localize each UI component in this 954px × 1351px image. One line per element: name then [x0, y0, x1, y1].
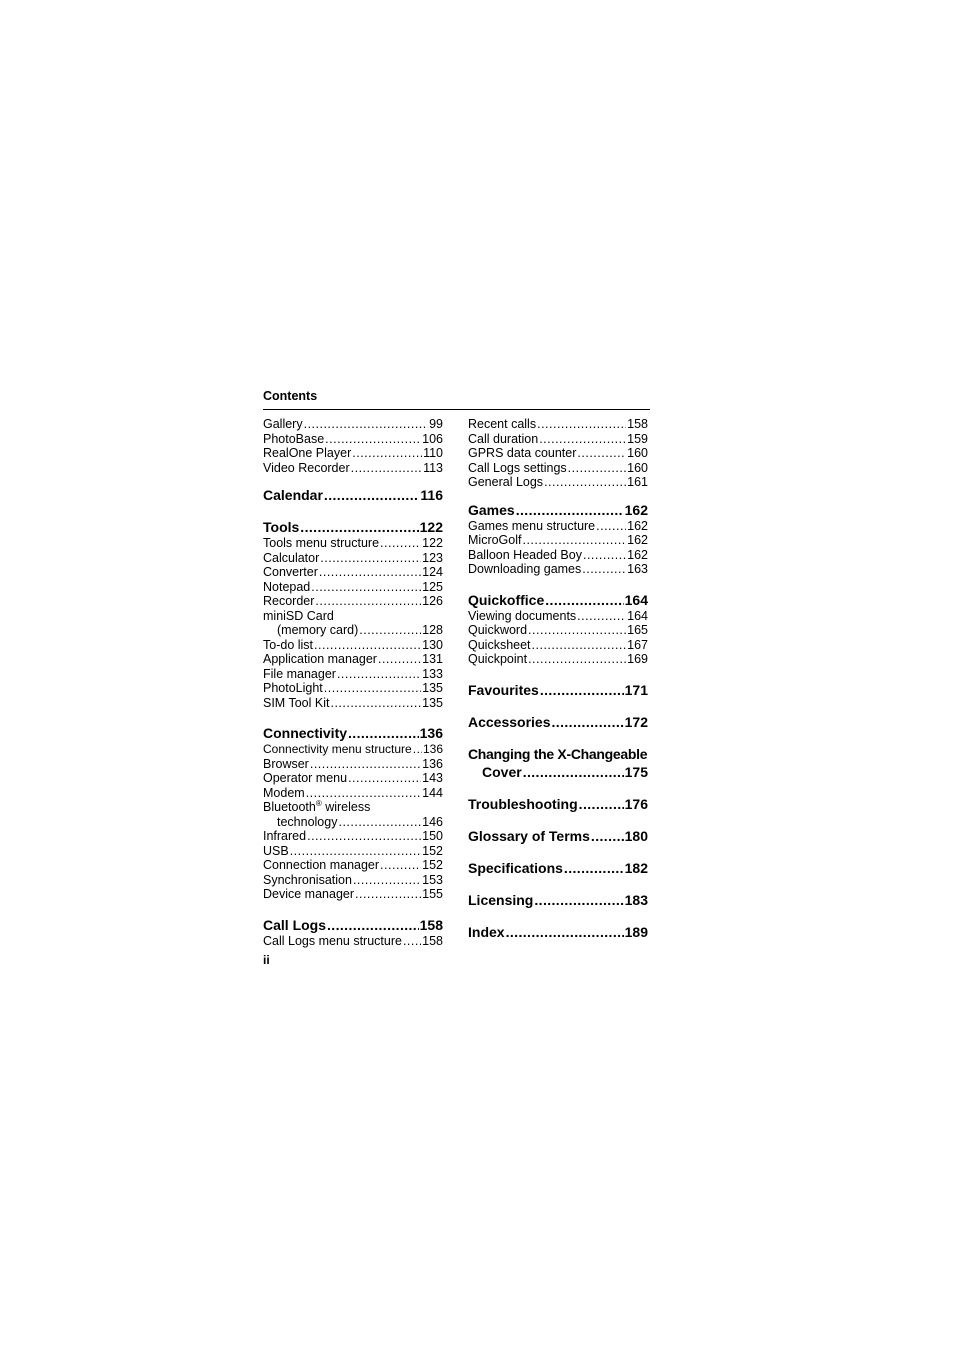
- toc-label: PhotoLight: [263, 681, 323, 695]
- spacer: [468, 845, 648, 859]
- leader-dots: [552, 713, 624, 731]
- toc-label: RealOne Player: [263, 446, 352, 460]
- leader-dots: [307, 829, 421, 844]
- toc-page: 153: [422, 872, 443, 887]
- spacer: [468, 577, 648, 591]
- toc-label: Application manager: [263, 652, 377, 666]
- toc-entry-bluetooth-line1: [263, 800, 443, 815]
- spacer: [263, 504, 443, 518]
- page-number: ii: [263, 953, 270, 967]
- leader-dots: [380, 858, 421, 873]
- toc-label: Glossary of Terms: [468, 827, 590, 844]
- toc-label: Calendar: [263, 487, 323, 503]
- spacer: [468, 781, 648, 795]
- toc-chapter-games[interactable]: [468, 501, 648, 519]
- toc-label: Quickword: [468, 623, 528, 637]
- leader-dots: [577, 446, 626, 461]
- leader-dots: [528, 623, 626, 638]
- toc-entry-viewing[interactable]: [468, 609, 648, 624]
- toc-page: 175: [624, 763, 648, 780]
- toc-chapter-tools[interactable]: [263, 518, 443, 536]
- toc-page: 162: [624, 501, 648, 518]
- toc-page: 162: [627, 533, 648, 547]
- leader-dots: [403, 934, 421, 949]
- toc-label: SIM Tool Kit: [263, 695, 330, 710]
- toc-entry-photobase[interactable]: [263, 432, 443, 447]
- toc-label: Converter: [263, 565, 318, 579]
- toc-page: 150: [422, 829, 443, 843]
- toc-page: 176: [624, 795, 648, 812]
- toc-page: 136: [422, 756, 443, 771]
- toc-label: Quickoffice: [468, 591, 545, 608]
- leader-dots: [577, 609, 626, 624]
- toc-entry-infrared[interactable]: [263, 829, 443, 844]
- toc-entry-sync[interactable]: [263, 873, 443, 888]
- toc-label: technology: [277, 814, 338, 829]
- toc-entry-videorec[interactable]: [263, 461, 443, 476]
- leader-dots: [325, 432, 421, 447]
- leader-dots: [330, 696, 421, 711]
- toc-label: Recent calls: [468, 417, 537, 431]
- leader-dots: [324, 486, 419, 504]
- toc-label: GPRS data counter: [468, 446, 577, 460]
- toc-label: Quickpoint: [468, 652, 528, 666]
- toc-entry-generallogs[interactable]: [468, 475, 648, 490]
- toc-entry-microgolf[interactable]: [468, 533, 648, 548]
- leader-dots: [338, 815, 421, 830]
- toc-page: 183: [624, 891, 648, 908]
- toc-page: 180: [624, 827, 648, 844]
- toc-page: 116: [420, 487, 443, 503]
- toc-entry-quickpoint[interactable]: [468, 652, 648, 667]
- toc-entry-bluetooth[interactable]: [263, 815, 443, 830]
- toc-entry-photolight[interactable]: [263, 681, 443, 696]
- leader-dots: [596, 519, 626, 534]
- toc-page: 125: [422, 579, 443, 594]
- toc-label: To-do list: [263, 637, 314, 652]
- page-header: Contents: [263, 389, 318, 403]
- toc-label: Cover: [482, 763, 522, 780]
- leader-dots: [315, 594, 421, 609]
- toc-entry-duration[interactable]: [468, 432, 648, 447]
- toc-label: Connectivity: [263, 725, 348, 741]
- leader-dots: [353, 873, 421, 888]
- toc-page: 144: [422, 785, 443, 800]
- toc-page: 152: [422, 858, 443, 872]
- spacer: [468, 731, 648, 745]
- leader-dots: [327, 916, 419, 934]
- leader-dots: [348, 724, 419, 742]
- toc-entry-connmgr[interactable]: [263, 858, 443, 873]
- toc-page: 162: [627, 518, 648, 533]
- toc-label: Gallery: [263, 417, 303, 431]
- toc-entry-downloading[interactable]: [468, 562, 648, 577]
- toc-label: Games: [468, 501, 515, 518]
- toc-page: 164: [627, 608, 648, 623]
- leader-dots: [522, 533, 626, 548]
- toc-entry-recent[interactable]: [468, 417, 648, 432]
- toc-entry-appmgr[interactable]: [263, 652, 443, 667]
- leader-dots: [304, 417, 429, 432]
- leader-dots: [310, 757, 421, 772]
- leader-dots: [537, 417, 626, 432]
- toc-label: (memory card): [277, 623, 359, 637]
- toc-entry-recorder[interactable]: [263, 594, 443, 609]
- toc-page: 106: [422, 431, 443, 446]
- toc-page: 159: [627, 431, 648, 446]
- toc-chapter-glossary[interactable]: [468, 827, 648, 845]
- toc-chapter-calendar[interactable]: [263, 486, 443, 504]
- leader-dots: [564, 859, 624, 877]
- leader-dots: [352, 446, 422, 461]
- toc-label: Call Logs settings: [468, 460, 567, 475]
- toc-label: MicroGolf: [468, 533, 522, 547]
- toc-page: 128: [422, 623, 443, 637]
- leader-dots: [583, 548, 626, 563]
- toc-page: 131: [422, 652, 443, 666]
- toc-label: Games menu structure: [468, 518, 596, 533]
- leader-dots: [348, 771, 421, 786]
- toc-entry-filemgr[interactable]: [263, 667, 443, 682]
- toc-label: Operator menu: [263, 771, 348, 785]
- toc-entry-usb[interactable]: [263, 844, 443, 859]
- leader-dots: [378, 652, 421, 667]
- toc-label: Quicksheet: [468, 637, 531, 652]
- toc-entry-minisd-line1: miniSD Card: [263, 608, 334, 623]
- toc-label: Licensing: [468, 891, 534, 908]
- leader-dots: [355, 887, 421, 902]
- bluetooth-text: Bluetooth: [263, 800, 316, 814]
- toc-page: 158: [422, 933, 443, 948]
- toc-entry-minisd[interactable]: [263, 623, 443, 638]
- toc-label: Call Logs: [263, 916, 327, 933]
- toc-entry-gprs[interactable]: [468, 446, 648, 461]
- toc-chapter-cover-line1: Changing the X-Changeable: [468, 745, 648, 762]
- toc-label: Viewing documents: [468, 608, 577, 623]
- toc-entry-devmgr[interactable]: [263, 887, 443, 902]
- toc-label: Favourites: [468, 681, 539, 698]
- toc-label: Notepad: [263, 579, 311, 594]
- leader-dots: [314, 638, 421, 653]
- leader-dots: [319, 565, 421, 580]
- leader-dots: [579, 795, 624, 813]
- leader-dots: [544, 475, 626, 490]
- toc-chapter-calllogs[interactable]: [263, 916, 443, 934]
- toc-left-column: [263, 417, 443, 948]
- toc-label: Modem: [263, 785, 305, 800]
- toc-page: 160: [627, 460, 648, 475]
- toc-page: 162: [627, 547, 648, 562]
- leader-dots: [320, 551, 421, 566]
- toc-page: 167: [627, 637, 648, 652]
- toc-chapter-connectivity[interactable]: [263, 724, 443, 742]
- toc-label: Browser: [263, 756, 309, 771]
- spacer: [263, 902, 443, 916]
- toc-page: 164: [624, 591, 648, 608]
- toc-label: PhotoBase: [263, 431, 325, 446]
- toc-entry-calllogsmenu[interactable]: [263, 934, 443, 949]
- toc-page: 135: [422, 695, 443, 710]
- toc-page: 152: [422, 843, 443, 858]
- toc-label: Accessories: [468, 713, 551, 730]
- toc-page: 163: [627, 562, 648, 576]
- toc-label: Device manager: [263, 887, 355, 901]
- toc-page: 136: [419, 725, 443, 741]
- toc-chapter-quickoffice[interactable]: [468, 591, 648, 609]
- toc-page: 161: [627, 475, 648, 489]
- toc-chapter-cover[interactable]: [468, 763, 648, 781]
- toc-label: Video Recorder: [263, 460, 350, 475]
- toc-label: Infrared: [263, 829, 307, 843]
- toc-page: 130: [422, 637, 443, 652]
- leader-dots: [539, 432, 626, 447]
- toc-label: Troubleshooting: [468, 795, 578, 812]
- toc-label: Specifications: [468, 859, 563, 876]
- toc-entry-browser[interactable]: [263, 757, 443, 772]
- toc-chapter-index[interactable]: [468, 923, 648, 941]
- toc-label: Recorder: [263, 594, 315, 608]
- leader-dots: [516, 501, 624, 519]
- bluetooth-text-rest: wireless: [321, 800, 371, 814]
- toc-page: 158: [419, 916, 443, 933]
- leader-dots: [359, 623, 421, 638]
- registered-mark: ®: [315, 798, 322, 808]
- leader-dots: [582, 562, 626, 577]
- toc-entry-toolsmenu[interactable]: [263, 536, 443, 551]
- toc-page: 146: [422, 814, 443, 829]
- toc-entry-converter[interactable]: [263, 565, 443, 580]
- toc-entry-gamesmenu[interactable]: [468, 519, 648, 534]
- toc-page: 133: [422, 666, 443, 681]
- toc-label: Downloading games: [468, 562, 582, 576]
- spacer: [468, 909, 648, 923]
- toc-entry-modem[interactable]: [263, 786, 443, 801]
- toc-label: Tools: [263, 519, 300, 535]
- toc-label: Calculator: [263, 550, 320, 565]
- leader-dots: [523, 763, 624, 781]
- toc-chapter-licensing[interactable]: [468, 891, 648, 909]
- toc-entry-connmenu[interactable]: [263, 742, 443, 757]
- leader-dots: [300, 518, 418, 536]
- toc-entry-quicksheet[interactable]: [468, 638, 648, 653]
- toc-page: 126: [422, 594, 443, 608]
- toc-page: 169: [627, 652, 648, 666]
- toc-page: 122: [422, 536, 443, 550]
- toc-page: 143: [422, 771, 443, 785]
- toc-page: 136: [422, 742, 443, 756]
- toc-page: 123: [422, 550, 443, 565]
- leader-dots: [311, 580, 421, 595]
- toc-entry-calculator[interactable]: [263, 551, 443, 566]
- leader-dots: [324, 681, 421, 696]
- toc-page: 122: [419, 519, 443, 535]
- toc-page: 171: [624, 681, 648, 698]
- spacer: [468, 699, 648, 713]
- leader-dots: [591, 827, 624, 845]
- toc-page: 158: [627, 417, 648, 431]
- toc-entry-simtool[interactable]: [263, 696, 443, 711]
- leader-dots: [534, 891, 623, 909]
- leader-dots: [306, 786, 421, 801]
- spacer: [263, 475, 443, 486]
- spacer: [468, 490, 648, 501]
- leader-dots: [506, 923, 624, 941]
- leader-dots: [337, 667, 421, 682]
- toc-page: 189: [624, 923, 648, 940]
- toc-page: 113: [423, 460, 443, 475]
- toc-label: Tools menu structure: [263, 536, 380, 550]
- toc-entry-notepad[interactable]: [263, 580, 443, 595]
- spacer: [468, 813, 648, 827]
- toc-page: 182: [624, 859, 648, 876]
- toc-label: General Logs: [468, 475, 544, 489]
- leader-dots: [413, 742, 422, 757]
- spacer: [468, 877, 648, 891]
- toc-label: Connection manager: [263, 858, 380, 872]
- leader-dots: [351, 461, 422, 476]
- toc-entry-logsettings[interactable]: [468, 461, 648, 476]
- leader-dots: [532, 638, 627, 653]
- toc-label: Synchronisation: [263, 872, 352, 887]
- header-rule: [263, 409, 650, 410]
- leader-dots: [568, 461, 626, 476]
- toc-page: 135: [422, 681, 443, 695]
- toc-page: 172: [624, 713, 648, 730]
- toc-entry-todo[interactable]: [263, 638, 443, 653]
- toc-page: 160: [627, 446, 648, 460]
- spacer: [263, 710, 443, 724]
- spacer: [468, 667, 648, 681]
- toc-page: 110: [423, 446, 443, 460]
- toc-label: Connectivity menu structure: [263, 742, 412, 756]
- toc-entry-realone[interactable]: [263, 446, 443, 461]
- toc-page: 165: [627, 623, 648, 637]
- toc-chapter-troubleshooting[interactable]: [468, 795, 648, 813]
- toc-entry-balloon[interactable]: [468, 548, 648, 563]
- toc-label: USB: [263, 843, 289, 858]
- toc-right-column: [468, 417, 648, 941]
- toc-label: Balloon Headed Boy: [468, 547, 582, 562]
- toc-page: 124: [422, 565, 443, 579]
- toc-label: Index: [468, 923, 505, 940]
- leader-dots: [380, 536, 421, 551]
- toc-entry-operator[interactable]: [263, 771, 443, 786]
- leader-dots: [290, 844, 421, 859]
- toc-page: 99: [429, 417, 443, 431]
- toc-entry-quickword[interactable]: [468, 623, 648, 638]
- leader-dots: [545, 591, 623, 609]
- toc-chapter-favourites[interactable]: [468, 681, 648, 699]
- toc-entry-gallery[interactable]: [263, 417, 443, 432]
- leader-dots: [528, 652, 626, 667]
- toc-label: File manager: [263, 666, 336, 681]
- toc-label: Call Logs menu structure: [263, 933, 402, 948]
- toc-label: Call duration: [468, 431, 539, 446]
- leader-dots: [540, 681, 624, 699]
- toc-chapter-specifications[interactable]: [468, 859, 648, 877]
- toc-chapter-accessories[interactable]: [468, 713, 648, 731]
- toc-page: 155: [422, 887, 443, 901]
